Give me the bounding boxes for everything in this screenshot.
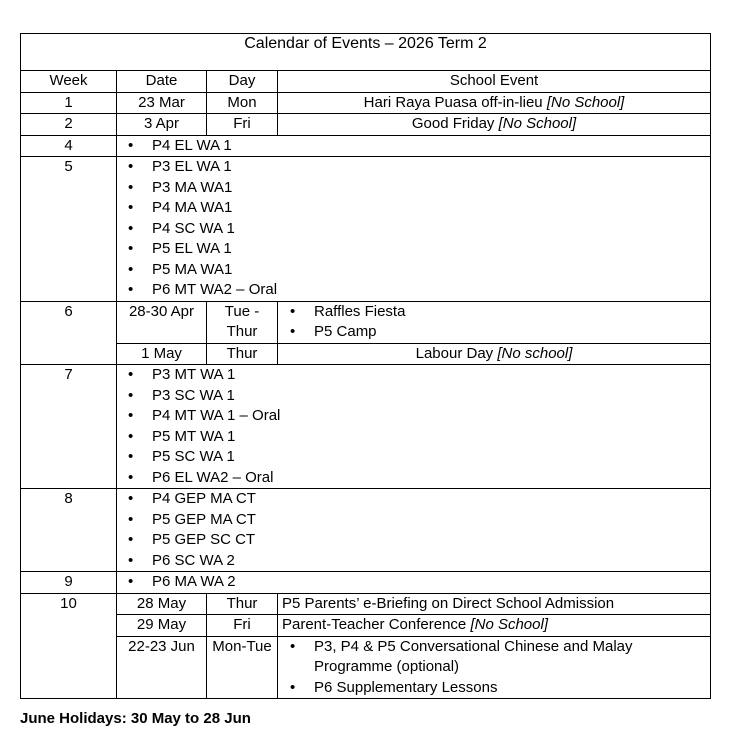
list-item: • P5 GEP SC CT	[121, 530, 706, 551]
event-cell	[278, 615, 711, 637]
list-item: • P6 SC WA 2	[121, 551, 706, 572]
week-cell: 2	[21, 114, 117, 136]
week-cell: 6	[21, 301, 117, 365]
list-item: • P3 SC WA 1	[121, 386, 706, 407]
week-cell: 5	[21, 157, 117, 302]
table-row	[21, 365, 711, 489]
list-item: • P6 MA WA 2	[121, 572, 706, 593]
event-list	[121, 365, 706, 488]
event-list-cell	[117, 572, 711, 594]
date-cell: 3 Apr	[117, 114, 207, 136]
event-list-cell	[278, 636, 711, 699]
list-item: • P3 EL WA 1	[121, 157, 706, 178]
table-row	[21, 92, 711, 114]
list-item: • P6 EL WA2 – Oral	[121, 468, 706, 489]
event-list	[121, 489, 706, 571]
list-item: • P5 GEP MA CT	[121, 510, 706, 531]
week-cell: 10	[21, 593, 117, 699]
table-row	[21, 114, 711, 136]
date-cell: 29 May	[117, 615, 207, 637]
list-item: • P5 MA WA1	[121, 260, 706, 281]
header-row	[21, 71, 711, 93]
header-date: Date	[117, 71, 207, 93]
week-cell: 7	[21, 365, 117, 489]
day-cell: Thur	[207, 593, 278, 615]
header-day: Day	[207, 71, 278, 93]
table-row	[21, 157, 711, 302]
table-row	[21, 343, 711, 365]
date-cell: 1 May	[117, 343, 207, 365]
table-row	[21, 636, 711, 699]
day-cell: Tue - Thur	[207, 301, 278, 343]
table-row	[21, 489, 711, 572]
list-item: • P5 MT WA 1	[121, 427, 706, 448]
event-list-cell	[117, 157, 711, 302]
list-item: • P5 EL WA 1	[121, 239, 706, 260]
event-text: Labour Day	[415, 344, 494, 362]
list-item: • P4 MT WA 1 – Oral	[121, 406, 706, 427]
table-row	[21, 615, 711, 637]
event-cell: P5 Parents’ e-Briefing on Direct School Admission	[278, 593, 711, 615]
list-item: • P4 SC WA 1	[121, 219, 706, 240]
event-note: [No School]	[498, 115, 577, 132]
date-cell: 28-30 Apr	[117, 301, 207, 343]
week-cell: 8	[21, 489, 117, 572]
list-item: • Raffles Fiesta	[282, 302, 706, 323]
day-cell: Mon	[207, 92, 278, 114]
date-cell: 28 May	[117, 593, 207, 615]
event-text: Parent-Teacher Conference	[282, 616, 467, 633]
table-row	[21, 572, 711, 594]
list-item: • P3, P4 & P5 Conversational Chinese and Malay Programme (optional)	[282, 637, 676, 678]
list-item: • P4 EL WA 1	[121, 136, 706, 157]
list-item: • P3 MT WA 1	[121, 365, 706, 386]
event-list-cell	[278, 301, 711, 343]
title-row	[21, 34, 711, 71]
header-week: Week	[21, 71, 117, 93]
event-list-cell	[117, 489, 711, 572]
event-cell	[278, 343, 711, 365]
event-list	[121, 572, 706, 593]
event-list	[282, 637, 706, 699]
event-list-cell	[117, 135, 711, 157]
event-text: Good Friday	[411, 115, 495, 132]
list-item: • P4 MA WA1	[121, 198, 706, 219]
list-item: • P5 SC WA 1	[121, 447, 706, 468]
day-cell: Mon-Tue	[207, 636, 278, 699]
holidays-note: June Holidays: 30 May to 28 Jun	[20, 710, 251, 727]
header-event: School Event	[278, 71, 711, 93]
date-cell: 22-23 Jun	[117, 636, 207, 699]
day-cell: Fri	[207, 615, 278, 637]
list-item: • P6 MT WA2 – Oral	[121, 280, 706, 301]
page-title: Calendar of Events – 2026 Term 2	[21, 34, 711, 71]
table-row	[21, 301, 711, 343]
week-cell: 1	[21, 92, 117, 114]
list-item: • P5 Camp	[282, 322, 706, 343]
event-note: [No School]	[546, 93, 625, 111]
week-cell: 9	[21, 572, 117, 594]
event-cell	[278, 92, 711, 114]
day-cell: Fri	[207, 114, 278, 136]
calendar-table	[20, 33, 711, 699]
table-row	[21, 593, 711, 615]
date-cell: 23 Mar	[117, 92, 207, 114]
list-item: • P3 MA WA1	[121, 178, 706, 199]
event-list	[282, 302, 706, 343]
event-note: [No School]	[470, 616, 548, 633]
list-item: • P4 GEP MA CT	[121, 489, 706, 510]
table-row	[21, 135, 711, 157]
event-note: [No school]	[497, 344, 573, 362]
list-item: • P6 Supplementary Lessons	[282, 678, 676, 699]
day-cell: Thur	[207, 343, 278, 365]
event-cell	[278, 114, 711, 136]
event-text: Hari Raya Puasa off-in-lieu	[363, 93, 543, 111]
event-list-cell	[117, 365, 711, 489]
event-list	[121, 136, 706, 157]
week-cell: 4	[21, 135, 117, 157]
event-list	[121, 157, 706, 301]
